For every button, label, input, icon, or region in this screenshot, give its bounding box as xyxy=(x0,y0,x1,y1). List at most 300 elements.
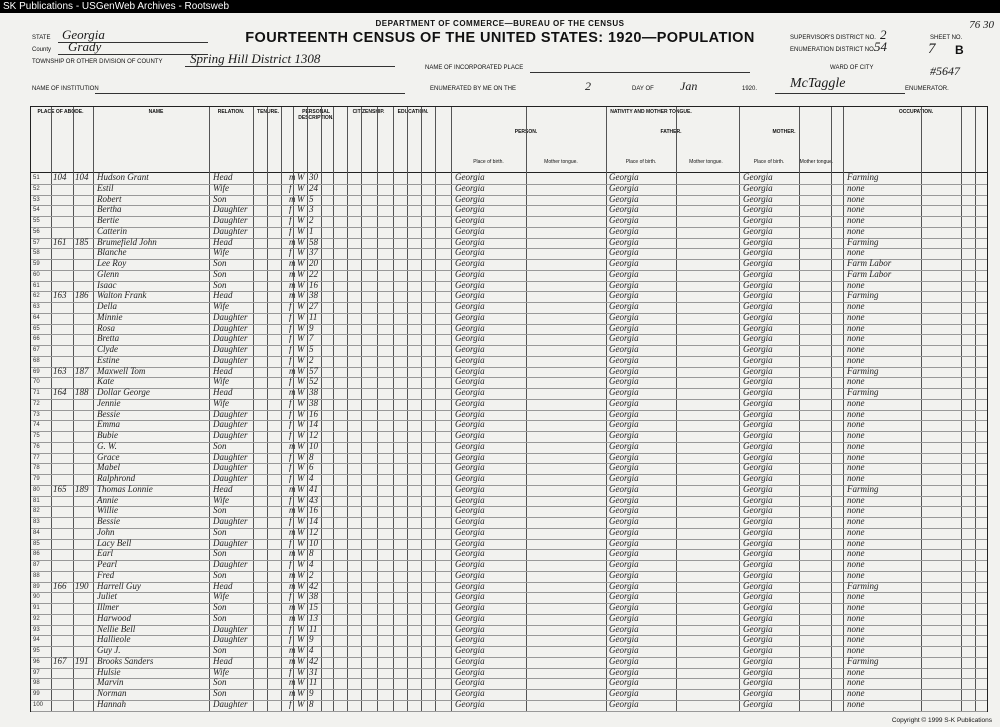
cell-sex: m xyxy=(289,569,296,580)
row-rule xyxy=(31,334,987,335)
cell-race: W xyxy=(297,290,305,301)
cell-occ: none xyxy=(847,634,865,645)
cell-race: W xyxy=(297,677,305,688)
cell-num: 72 xyxy=(33,400,40,407)
cell-occ: none xyxy=(847,322,865,333)
cell-occ: Farming xyxy=(847,236,879,247)
cell-age: 6 xyxy=(309,462,314,473)
cell-num: 80 xyxy=(33,486,40,493)
row-rule xyxy=(31,582,987,583)
row-rule xyxy=(31,216,987,217)
cell-mpob: Georgia xyxy=(743,602,773,612)
header-education: EDUCATION. xyxy=(397,109,429,115)
cell-race: W xyxy=(297,376,305,387)
township-value: Spring Hill District 1308 xyxy=(190,51,321,66)
cell-name: Mabel xyxy=(97,462,120,473)
cell-pob: Georgia xyxy=(455,376,485,387)
cell-fpob: Georgia xyxy=(609,473,639,483)
cell-age: 16 xyxy=(309,279,318,290)
cell-rel: Daughter xyxy=(213,354,248,365)
cell-pob: Georgia xyxy=(455,225,485,236)
cell-mpob: Georgia xyxy=(743,612,773,623)
cell-pob: Georgia xyxy=(455,473,485,483)
cell-sex: m xyxy=(289,548,296,559)
cell-race: W xyxy=(297,666,305,677)
cell-race: W xyxy=(297,698,305,709)
cell-fam: 188 xyxy=(75,387,89,397)
cell-dwell: 161 xyxy=(53,236,67,247)
cell-race: W xyxy=(297,301,305,311)
cell-rel: Daughter xyxy=(213,698,248,709)
cell-name: Estil xyxy=(97,182,114,193)
row-rule xyxy=(31,678,987,679)
cell-occ: none xyxy=(847,430,865,440)
row-rule xyxy=(31,549,987,550)
cell-race: W xyxy=(297,559,305,569)
row-rule xyxy=(31,668,987,669)
cell-race: W xyxy=(297,483,305,494)
cell-rel: Daughter xyxy=(213,215,248,225)
row-rule xyxy=(31,635,987,636)
cell-fpob: Georgia xyxy=(609,279,639,290)
row-rule xyxy=(31,324,987,325)
cell-race: W xyxy=(297,612,305,623)
cell-pob: Georgia xyxy=(455,451,485,462)
cell-name: Earl xyxy=(97,548,114,559)
cell-pob: Georgia xyxy=(455,387,485,397)
enumerated-day: 2 xyxy=(585,79,591,93)
cell-rel: Daughter xyxy=(213,623,248,634)
cell-name: Minnie xyxy=(97,311,123,322)
cell-sex: f xyxy=(289,397,292,408)
cell-occ: none xyxy=(847,612,865,623)
cell-age: 15 xyxy=(309,602,318,612)
cell-name: Harwood xyxy=(97,612,132,623)
cell-occ: none xyxy=(847,698,865,709)
cell-age: 16 xyxy=(309,408,318,419)
cell-name: Rosa xyxy=(97,322,115,333)
cell-race: W xyxy=(297,569,305,580)
row-rule xyxy=(31,571,987,572)
stamp-number: #5647 xyxy=(930,64,960,78)
cell-num: 55 xyxy=(33,218,40,224)
cell-race: W xyxy=(297,548,305,559)
cell-mpob: Georgia xyxy=(743,311,773,322)
cell-race: W xyxy=(297,623,305,634)
cell-sex: f xyxy=(289,354,292,365)
cell-fam: 104 xyxy=(75,172,89,182)
cell-sex: f xyxy=(289,333,292,344)
cell-fpob: Georgia xyxy=(609,612,639,623)
cell-pob: Georgia xyxy=(455,236,485,247)
cell-rel: Daughter xyxy=(213,322,248,333)
cell-occ: none xyxy=(847,537,865,548)
row-rule xyxy=(31,463,987,464)
cell-fpob: Georgia xyxy=(609,225,639,236)
cell-occ: Farm Labor xyxy=(847,258,892,268)
cell-race: W xyxy=(297,430,305,440)
cell-rel: Daughter xyxy=(213,408,248,419)
cell-rel: Wife xyxy=(213,247,229,258)
cell-mpob: Georgia xyxy=(743,279,773,290)
cell-name: Ralphrond xyxy=(97,473,136,483)
cell-sex: f xyxy=(289,591,292,602)
cell-occ: none xyxy=(847,666,865,677)
header-tenure: TENURE. xyxy=(257,109,279,115)
cell-name: Illmer xyxy=(97,602,119,612)
cell-sex: m xyxy=(289,193,296,204)
cell-rel: Daughter xyxy=(213,516,248,526)
cell-occ: none xyxy=(847,516,865,526)
cell-sex: m xyxy=(289,655,296,666)
cell-num: 66 xyxy=(33,336,40,343)
cell-name: Lacy Bell xyxy=(97,537,132,548)
cell-fpob: Georgia xyxy=(609,580,639,591)
cell-rel: Daughter xyxy=(213,462,248,473)
cell-mpob: Georgia xyxy=(743,559,773,569)
cell-name: Bubie xyxy=(97,430,118,440)
cell-sex: m xyxy=(289,677,296,688)
cell-age: 43 xyxy=(309,494,318,505)
cell-pob: Georgia xyxy=(455,193,485,204)
cell-age: 14 xyxy=(309,516,318,526)
cell-fpob: Georgia xyxy=(609,698,639,709)
cell-occ: none xyxy=(847,182,865,193)
cell-pob: Georgia xyxy=(455,569,485,580)
cell-occ: none xyxy=(847,548,865,559)
cell-name: Thomas Lonnie xyxy=(97,483,153,494)
cell-sex: m xyxy=(289,236,296,247)
row-rule xyxy=(31,388,987,389)
cell-sex: m xyxy=(289,290,296,301)
census-table xyxy=(30,106,988,712)
cell-sex: f xyxy=(289,462,292,473)
cell-sex: f xyxy=(289,301,292,311)
cell-fpob: Georgia xyxy=(609,268,639,279)
cell-age: 22 xyxy=(309,268,318,279)
cell-mpob: Georgia xyxy=(743,655,773,666)
cell-num: 85 xyxy=(33,540,40,547)
cell-occ: none xyxy=(847,591,865,602)
cell-name: Emma xyxy=(97,419,120,430)
cell-occ: none xyxy=(847,451,865,462)
cell-mpob: Georgia xyxy=(743,645,773,655)
row-rule xyxy=(31,195,987,196)
cell-race: W xyxy=(297,172,305,182)
cell-mpob: Georgia xyxy=(743,182,773,193)
cell-pob: Georgia xyxy=(455,602,485,612)
cell-name: Norman xyxy=(97,688,127,698)
cell-name: Willie xyxy=(97,505,118,516)
cell-sex: m xyxy=(289,602,296,612)
cell-sex: f xyxy=(289,473,292,483)
cell-num: 86 xyxy=(33,551,40,558)
cell-race: W xyxy=(297,258,305,268)
cell-fpob: Georgia xyxy=(609,645,639,655)
cell-num: 83 xyxy=(33,519,40,525)
cell-occ: none xyxy=(847,247,865,258)
cell-race: W xyxy=(297,516,305,526)
cell-mpob: Georgia xyxy=(743,634,773,645)
cell-rel: Son xyxy=(213,645,227,655)
cell-name: Harrell Guy xyxy=(97,580,141,591)
cell-dwell: 167 xyxy=(53,655,67,666)
cell-occ: none xyxy=(847,569,865,580)
cell-age: 58 xyxy=(309,236,318,247)
cell-fpob: Georgia xyxy=(609,451,639,462)
cell-rel: Son xyxy=(213,505,227,516)
cell-fpob: Georgia xyxy=(609,204,639,215)
cell-race: W xyxy=(297,311,305,322)
county-value: Grady xyxy=(68,39,102,54)
row-rule xyxy=(31,281,987,282)
row-rule xyxy=(31,356,987,357)
cell-rel: Son xyxy=(213,526,227,537)
cell-num: 96 xyxy=(33,658,40,665)
cell-name: Annie xyxy=(97,494,118,505)
cell-race: W xyxy=(297,365,305,376)
cell-age: 14 xyxy=(309,419,318,430)
cell-race: W xyxy=(297,344,305,354)
enumerator-label: ENUMERATOR. xyxy=(905,86,949,92)
cell-pob: Georgia xyxy=(455,698,485,709)
cell-race: W xyxy=(297,333,305,344)
cell-race: W xyxy=(297,279,305,290)
cell-num: 79 xyxy=(33,476,40,482)
row-rule xyxy=(31,302,987,303)
cell-rel: Daughter xyxy=(213,419,248,430)
cell-mpob: Georgia xyxy=(743,591,773,602)
cell-age: 24 xyxy=(309,182,318,193)
header-personal: PERSONAL DESCRIPTION. xyxy=(298,109,334,121)
cell-mpob: Georgia xyxy=(743,268,773,279)
cell-num: 51 xyxy=(33,175,40,181)
cell-name: Bessie xyxy=(97,408,120,419)
row-rule xyxy=(31,657,987,658)
state-label: STATE xyxy=(32,35,51,41)
cell-occ: none xyxy=(847,333,865,344)
cell-rel: Daughter xyxy=(213,344,248,354)
cell-occ: none xyxy=(847,215,865,225)
cell-age: 11 xyxy=(309,623,318,634)
cell-rel: Daughter xyxy=(213,451,248,462)
cell-age: 27 xyxy=(309,301,318,311)
cell-num: 60 xyxy=(33,271,40,278)
cell-mpob: Georgia xyxy=(743,494,773,505)
cell-mpob: Georgia xyxy=(743,440,773,451)
cell-num: 69 xyxy=(33,368,40,375)
window-title-bar xyxy=(0,0,1000,13)
cell-sex: m xyxy=(289,279,296,290)
cell-age: 13 xyxy=(309,612,318,623)
cell-fpob: Georgia xyxy=(609,397,639,408)
census-sheet xyxy=(0,13,1000,727)
cell-fam: 186 xyxy=(75,290,89,301)
cell-sex: f xyxy=(289,322,292,333)
cell-fpob: Georgia xyxy=(609,634,639,645)
cell-sex: m xyxy=(289,440,296,451)
cell-mpob: Georgia xyxy=(743,301,773,311)
cell-num: 87 xyxy=(33,562,40,568)
cell-sex: m xyxy=(289,172,296,182)
cell-occ: none xyxy=(847,279,865,290)
cell-pob: Georgia xyxy=(455,645,485,655)
institution-label: NAME OF INSTITUTION xyxy=(32,86,99,92)
cell-pob: Georgia xyxy=(455,182,485,193)
row-rule xyxy=(31,539,987,540)
corner-number: 76 30 xyxy=(969,19,994,31)
cell-dwell: 166 xyxy=(53,580,67,591)
header-person: PERSON. xyxy=(514,129,538,135)
cell-dwell: 163 xyxy=(53,290,67,301)
cell-race: W xyxy=(297,225,305,236)
cell-num: 52 xyxy=(33,185,40,192)
cell-fpob: Georgia xyxy=(609,387,639,397)
enumerated-month: Jan xyxy=(680,79,698,93)
cell-name: Nellie Bell xyxy=(97,623,136,634)
cell-race: W xyxy=(297,655,305,666)
cell-race: W xyxy=(297,645,305,655)
cell-age: 10 xyxy=(309,537,318,548)
cell-mpob: Georgia xyxy=(743,172,773,182)
cell-fpob: Georgia xyxy=(609,569,639,580)
cell-pob: Georgia xyxy=(455,580,485,591)
cell-name: Walton Frank xyxy=(97,290,147,301)
cell-num: 84 xyxy=(33,529,40,536)
header-relation: RELATION. xyxy=(217,109,245,115)
cell-name: Blanche xyxy=(97,247,127,258)
header-pob-mother: Place of birth. xyxy=(753,159,785,165)
cell-mpob: Georgia xyxy=(743,397,773,408)
cell-sex: m xyxy=(289,612,296,623)
cell-race: W xyxy=(297,580,305,591)
window-title: SK Publications - USGenWeb Archives - Rootsweb xyxy=(3,1,230,12)
cell-race: W xyxy=(297,268,305,279)
cell-num: 93 xyxy=(33,626,40,633)
cell-sex: f xyxy=(289,516,292,526)
cell-num: 70 xyxy=(33,379,40,386)
row-rule xyxy=(31,474,987,475)
cell-mpob: Georgia xyxy=(743,516,773,526)
cell-pob: Georgia xyxy=(455,494,485,505)
cell-pob: Georgia xyxy=(455,322,485,333)
cell-fpob: Georgia xyxy=(609,440,639,451)
cell-fpob: Georgia xyxy=(609,559,639,569)
cell-age: 3 xyxy=(309,204,314,215)
cell-pob: Georgia xyxy=(455,333,485,344)
cell-occ: none xyxy=(847,397,865,408)
cell-num: 73 xyxy=(33,411,40,418)
row-rule xyxy=(31,528,987,529)
cell-rel: Son xyxy=(213,612,227,623)
cell-occ: none xyxy=(847,526,865,537)
cell-occ: none xyxy=(847,344,865,354)
cell-rel: Head xyxy=(213,655,233,666)
cell-fpob: Georgia xyxy=(609,322,639,333)
cell-sex: f xyxy=(289,311,292,322)
cell-pob: Georgia xyxy=(455,516,485,526)
row-rule xyxy=(31,259,987,260)
cell-pob: Georgia xyxy=(455,279,485,290)
cell-name: Glenn xyxy=(97,268,119,279)
cell-rel: Son xyxy=(213,258,227,268)
cell-rel: Daughter xyxy=(213,333,248,344)
cell-mpob: Georgia xyxy=(743,483,773,494)
cell-rel: Daughter xyxy=(213,311,248,322)
cell-fpob: Georgia xyxy=(609,666,639,677)
cell-fpob: Georgia xyxy=(609,516,639,526)
cell-age: 2 xyxy=(309,215,314,225)
cell-pob: Georgia xyxy=(455,430,485,440)
cell-age: 57 xyxy=(309,365,318,376)
row-rule xyxy=(31,485,987,486)
cell-name: Maxwell Tom xyxy=(97,365,146,376)
cell-age: 12 xyxy=(309,430,318,440)
cell-age: 8 xyxy=(309,548,314,559)
cell-num: 78 xyxy=(33,465,40,472)
cell-name: Isaac xyxy=(97,279,117,290)
header-tongue-father: Mother tongue. xyxy=(689,159,723,165)
row-rule xyxy=(31,431,987,432)
cell-sex: f xyxy=(289,623,292,634)
cell-pob: Georgia xyxy=(455,591,485,602)
cell-mpob: Georgia xyxy=(743,451,773,462)
cell-rel: Daughter xyxy=(213,537,248,548)
cell-race: W xyxy=(297,634,305,645)
cell-mpob: Georgia xyxy=(743,258,773,268)
cell-fam: 185 xyxy=(75,236,89,247)
cell-pob: Georgia xyxy=(455,548,485,559)
cell-race: W xyxy=(297,526,305,537)
cell-mpob: Georgia xyxy=(743,580,773,591)
cell-pob: Georgia xyxy=(455,634,485,645)
cell-pob: Georgia xyxy=(455,462,485,473)
cell-age: 11 xyxy=(309,677,318,688)
cell-pob: Georgia xyxy=(455,612,485,623)
cell-mpob: Georgia xyxy=(743,419,773,430)
cell-mpob: Georgia xyxy=(743,376,773,387)
cell-sex: m xyxy=(289,645,296,655)
cell-sex: f xyxy=(289,698,292,709)
cell-name: G. W. xyxy=(97,440,117,451)
supervisor-label: SUPERVISOR'S DISTRICT NO. xyxy=(790,35,876,41)
cell-age: 9 xyxy=(309,634,314,645)
enumerator-value: McTaggle xyxy=(790,76,846,91)
header-nativity: NATIVITY AND MOTHER TONGUE. xyxy=(610,109,692,115)
header-occupation: OCCUPATION. xyxy=(898,109,934,115)
cell-dwell: 165 xyxy=(53,483,67,494)
cell-num: 100 xyxy=(33,701,44,708)
cell-num: 62 xyxy=(33,293,40,300)
cell-pob: Georgia xyxy=(455,655,485,666)
cell-rel: Wife xyxy=(213,666,229,677)
cell-name: Pearl xyxy=(97,559,117,569)
cell-mpob: Georgia xyxy=(743,236,773,247)
cell-mpob: Georgia xyxy=(743,344,773,354)
row-rule xyxy=(31,506,987,507)
cell-mpob: Georgia xyxy=(743,677,773,688)
header-pob-father: Place of birth. xyxy=(625,159,657,165)
enum-district-label: ENUMERATION DISTRICT NO. xyxy=(790,47,876,53)
cell-sex: m xyxy=(289,387,296,397)
cell-sex: f xyxy=(289,559,292,569)
cell-name: Bretta xyxy=(97,333,120,344)
cell-num: 64 xyxy=(33,314,40,321)
cell-num: 88 xyxy=(33,572,40,579)
cell-sex: f xyxy=(289,204,292,215)
header-tongue-mother: Mother tongue. xyxy=(799,159,834,165)
header-tongue-person: Mother tongue. xyxy=(544,159,578,165)
